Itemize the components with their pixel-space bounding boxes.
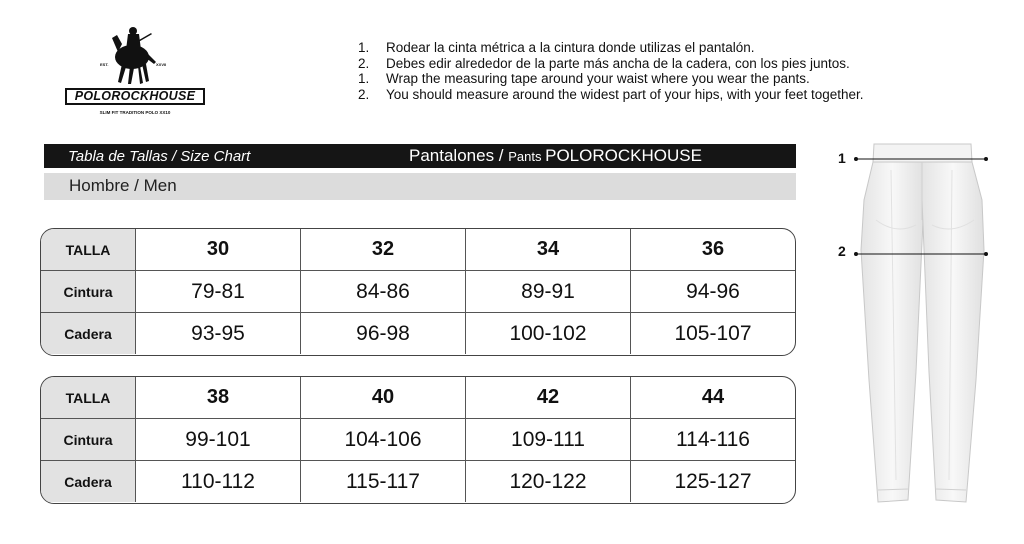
waist-marker-label: 1 <box>838 150 846 166</box>
waist-cell: 79-81 <box>136 271 301 312</box>
size-cell: 32 <box>301 229 466 270</box>
measuring-instructions <box>358 40 864 102</box>
waist-cell: 94-96 <box>686 279 740 303</box>
gender-label: Hombre / Men <box>69 176 177 195</box>
size-chart-title: Tabla de Tallas / Size Chart <box>68 148 251 165</box>
size-cell: 34 <box>466 229 631 270</box>
row-label: TALLA <box>41 229 136 270</box>
instruction-item: 2. Debes edir alrededor de la parte más ancha de la cadera, con los pies juntos. <box>358 55 850 71</box>
row-label: Cadera <box>41 313 136 354</box>
waist-cell: 114-116 <box>676 427 750 451</box>
size-cell: 30 <box>136 229 301 270</box>
gender-subheader <box>44 173 796 200</box>
horse-rider-icon <box>60 22 210 92</box>
hip-cell: 120-122 <box>466 461 631 502</box>
product-title: Pantalones / Pants POLOROCKHOUSE <box>409 146 702 165</box>
row-label: Cadera <box>41 461 136 502</box>
size-table-2 <box>40 376 796 504</box>
instruction-item: 1. Rodear la cinta métrica a la cintura donde utilizas el pantalón. <box>358 40 755 55</box>
hip-marker-label: 2 <box>838 243 846 259</box>
waist-cell: 89-91 <box>466 271 631 312</box>
row-label: Cintura <box>41 419 136 460</box>
table-row-talla <box>41 377 795 419</box>
size-table-1 <box>40 228 796 356</box>
row-label: TALLA <box>41 377 136 418</box>
instruction-item: 2. You should measure around the widest part of your hips, with your feet together. <box>358 86 864 102</box>
hip-cell: 110-112 <box>136 461 301 502</box>
year-label: XXVII <box>156 62 167 67</box>
table-row-talla <box>41 229 795 271</box>
est-label: EST. <box>100 62 109 67</box>
size-cell: 40 <box>301 377 466 418</box>
table-row-cintura <box>41 271 795 313</box>
pants-icon <box>836 140 1006 520</box>
instruction-item: 1. Wrap the measuring tape around your waist where you wear the pants. <box>358 71 810 86</box>
table-row-cadera <box>41 461 795 502</box>
size-chart-header <box>44 144 796 168</box>
waist-cell: 99-101 <box>136 419 301 460</box>
size-cell: 38 <box>136 377 301 418</box>
brand-name: POLOROCKHOUSE <box>65 88 205 105</box>
pants-measurement-figure <box>836 140 1006 520</box>
hip-cell: 125-127 <box>674 469 752 493</box>
table-row-cintura <box>41 419 795 461</box>
size-cell: 44 <box>701 386 725 408</box>
hip-cell: 96-98 <box>301 313 466 354</box>
hip-cell: 115-117 <box>301 461 466 502</box>
size-cell: 42 <box>466 377 631 418</box>
size-cell: 36 <box>701 238 725 260</box>
hip-cell: 105-107 <box>674 321 752 345</box>
waist-cell: 84-86 <box>301 271 466 312</box>
brand-tagline: SLIM FIT TRADITION POLO XX10 <box>99 110 171 115</box>
hip-cell: 100-102 <box>466 313 631 354</box>
brand-logo <box>60 22 210 122</box>
waist-cell: 104-106 <box>301 419 466 460</box>
row-label: Cintura <box>41 271 136 312</box>
waist-cell: 109-111 <box>466 419 631 460</box>
hip-cell: 93-95 <box>136 313 301 354</box>
table-row-cadera <box>41 313 795 354</box>
